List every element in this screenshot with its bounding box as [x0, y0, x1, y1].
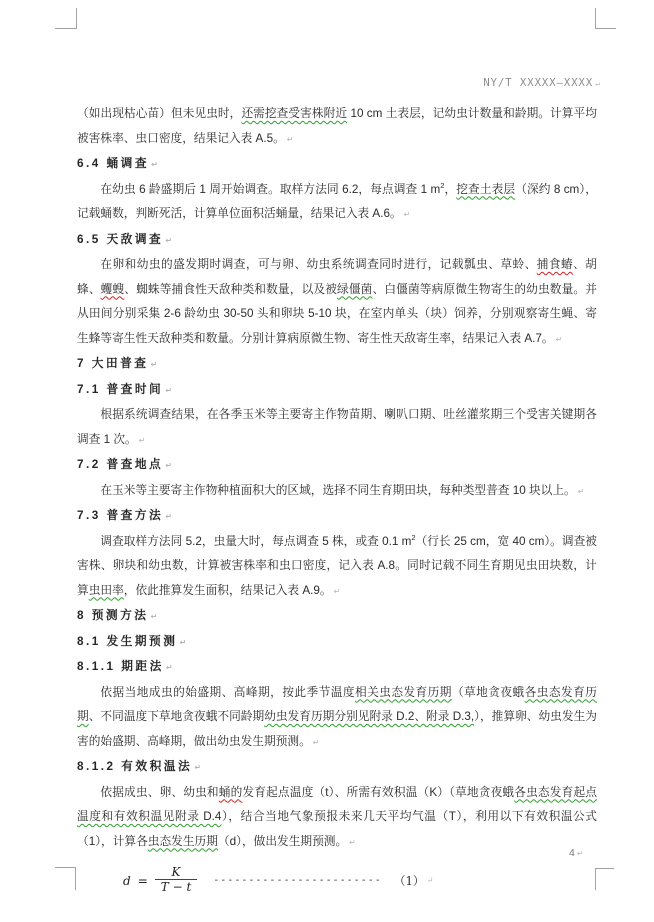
section-heading[interactable] [77, 352, 597, 378]
text-segment: （草地贪夜蛾 [451, 685, 525, 699]
section-heading[interactable] [77, 655, 597, 681]
paragraph-mark-icon: ↵ [312, 737, 320, 747]
paragraph[interactable] [77, 403, 597, 453]
text-boundary-mark-top-left [55, 8, 77, 29]
formula-line[interactable] [77, 861, 597, 901]
paragraph-mark-icon: ↵ [576, 849, 584, 858]
text-segment: ，依此推算发生面积，结果记入表 A.9。 [123, 583, 332, 597]
text-segment: 、不同温度下草地贪夜蛾不同龄期 [88, 710, 265, 723]
section-heading[interactable] [77, 604, 597, 630]
text-boundary-mark-bottom-left [55, 867, 76, 890]
text-segment: 7.3 普查方法 [77, 509, 164, 522]
text-segment: 7.1 普查时间 [77, 382, 164, 396]
page-number-value: 4 [569, 847, 575, 859]
paragraph-mark-icon: ↵ [165, 512, 172, 521]
text-segment: 、胡蜂、 [77, 258, 597, 296]
formula-number-label: （1） [393, 873, 425, 888]
text-segment: ），推算卵、幼虫发生为害的始盛期、高峰期，做出幼虫发生期预测。 [77, 710, 597, 748]
text-segment: 7 大田普查 [77, 357, 149, 370]
text-segment: 在玉米等主要寄主作物种植面积大的区域，选择不同生育期田块，每种类型普查 10 块以上。 [100, 483, 576, 497]
text-boundary-mark-bottom-right [595, 868, 614, 890]
paragraph[interactable] [77, 781, 597, 856]
section-heading[interactable] [77, 228, 597, 254]
formula-leader-dashes: ------------------------ [213, 874, 382, 886]
paragraph-mark-icon: ↵ [403, 210, 411, 219]
paragraph[interactable] [77, 253, 597, 352]
paragraph-mark-icon: ↵ [151, 160, 158, 169]
paragraph[interactable] [77, 479, 597, 505]
spellcheck-red-underlined-text: 蛹的 [218, 785, 243, 799]
text-segment: 6.4 蛹调查 [77, 157, 150, 170]
text-segment: （行长 25 cm，宽 40 cm）。调查被害株、卵块和幼虫数，计算被害株率和虫口密度，记入表 A.8。同时记载不同生育期见虫田块数，计算 [77, 534, 597, 597]
paragraph-mark-icon: ↵ [286, 134, 294, 144]
paragraph[interactable] [77, 530, 597, 605]
text-segment: （d），做出发生期预测。 [217, 834, 348, 848]
text-segment: 在卵和幼虫的盛发期时调查，可与卵、幼虫系统调查同时进行，记载瓢虫、草蛉、 [100, 258, 537, 271]
text-segment: ， [444, 182, 457, 196]
text-segment: 8 预测方法 [77, 609, 149, 622]
paragraph-mark-icon: ↵ [426, 875, 434, 885]
text-segment: 依据成虫、卵、幼虫和 [100, 785, 219, 799]
paragraph-mark-icon: ↵ [165, 461, 172, 470]
paragraph-mark-icon: ↵ [179, 637, 187, 647]
spellcheck-green-underlined-text: 虫态发生历期 [147, 834, 218, 848]
section-heading[interactable] [77, 152, 597, 178]
text-segment: 8.1 发生期预测 [77, 634, 178, 648]
text-segment: 8.1.1 期距法 [77, 660, 164, 673]
standard-number: NY/T XXXXX—XXXX [483, 77, 594, 89]
spellcheck-green-underlined-text: 各虫态发育起点温度和有效积温见附录 D.4 [77, 785, 597, 823]
section-heading[interactable] [77, 630, 597, 656]
text-segment: 、蜘蛛等捕食性天敌种类和数量，以及被 [124, 282, 338, 296]
paragraph[interactable] [77, 178, 597, 228]
equals-sign: = [137, 873, 148, 888]
spellcheck-green-underlined-text: 各虫态发育历期 [77, 685, 597, 723]
text-segment: （如出现枯心苗）但未见虫时， [77, 107, 242, 120]
spellcheck-green-underlined-text: 相关虫态发育历期 [354, 685, 452, 699]
text-segment: 调查取样方法同 5.2，虫量大时，每点调查 5 株，或查 0.1 m [100, 534, 412, 548]
text-segment: 10 cm 土表层，记幼虫计数量和龄期。计算平均被害株率、虫口密度，结果记入表 A.5。 [77, 107, 597, 145]
page-number [569, 847, 584, 859]
paragraph-mark-icon: ↵ [165, 663, 173, 672]
text-segment: 6.5 天敌调查 [77, 232, 164, 246]
text-segment: 发育起点温度（t）、所需有效积温（K）（草地贪夜蛾 [242, 785, 515, 799]
paragraph[interactable] [77, 681, 597, 756]
paragraph-mark-icon: ↵ [333, 586, 341, 596]
paragraph-mark-icon: ↵ [577, 486, 585, 496]
section-heading[interactable] [77, 453, 597, 479]
text-segment: （深约 8 cm），记载蛹数，判断死活，计算单位面积活蛹量，结果记入表 A.6。 [77, 182, 597, 220]
section-heading[interactable] [77, 504, 597, 530]
fraction [155, 866, 198, 896]
spellcheck-green-underlined-text: 幼虫发育历期分别见附录 D.2、附录 D.3, [264, 710, 475, 723]
text-segment: 7.2 普查地点 [77, 458, 164, 471]
text-segment: ），结合当地气象预报未来几天平均气温（T），利用以下有效积温公式（1），计算各 [77, 810, 597, 848]
spellcheck-green-underlined-text: 虫田率 [88, 583, 124, 597]
spellcheck-red-underlined-text: 蠼螋 [100, 282, 125, 296]
fraction-numerator: K [171, 865, 181, 880]
text-segment: 8.1.2 有效积温法 [77, 760, 193, 773]
paragraph-mark-icon: ↵ [165, 235, 172, 245]
superscript: 2 [411, 532, 416, 542]
spellcheck-green-underlined-text: 绿僵菌 [337, 282, 373, 296]
text-segment: 、白僵菌等病原微生物寄生的幼虫数量。并从田间分别采集 2-6 龄幼虫 30-50 头和卵块 5-10 块，在室内单头（块）饲养，分别观察寄生蝇、寄生蜂等寄生性天敌种类和数量。分别计算病原微生物、寄生性天敌寄生率，结果记入表 A.7。 [77, 282, 597, 345]
fraction-denominator: T − t [155, 879, 198, 896]
text-segment: 根据系统调查结果，在各季玉米等主要寄主作物苗期、喇叭口期、吐丝灌浆期三个受害关键期各调查 1 次。 [77, 408, 597, 446]
formula-variable-d: d [123, 873, 131, 888]
text-segment: 依据当地成虫的始盛期、高峰期，按此季节温度 [100, 685, 355, 699]
paragraph-mark-icon: ↵ [595, 79, 600, 88]
spellcheck-green-underlined-text: 还需挖查受害株附近 [241, 107, 348, 120]
paragraph-mark-icon: ↵ [194, 763, 201, 772]
paragraph-mark-icon: ↵ [150, 360, 158, 369]
document-content[interactable] [77, 102, 597, 901]
paragraph-mark-icon: ↵ [555, 334, 563, 344]
paragraph-mark-icon: ↵ [349, 837, 356, 847]
spellcheck-green-underlined-text: 挖查土表层 [456, 182, 516, 196]
superscript: 2 [440, 180, 445, 190]
section-heading[interactable] [77, 755, 597, 781]
paragraph[interactable] [77, 102, 597, 152]
paragraph-mark-icon: ↵ [138, 435, 146, 445]
paragraph-mark-icon: ↵ [150, 612, 158, 621]
paragraph-mark-icon: ↵ [165, 385, 172, 395]
text-segment: 在幼虫 6 龄盛期后 1 周开始调查。取样方法同 6.2，每点调查 1 m [100, 182, 441, 196]
page-header [0, 77, 600, 89]
spellcheck-red-underlined-text: 捕食蝽 [536, 258, 574, 271]
section-heading[interactable] [77, 378, 597, 404]
text-boundary-mark-top-right [595, 8, 616, 29]
